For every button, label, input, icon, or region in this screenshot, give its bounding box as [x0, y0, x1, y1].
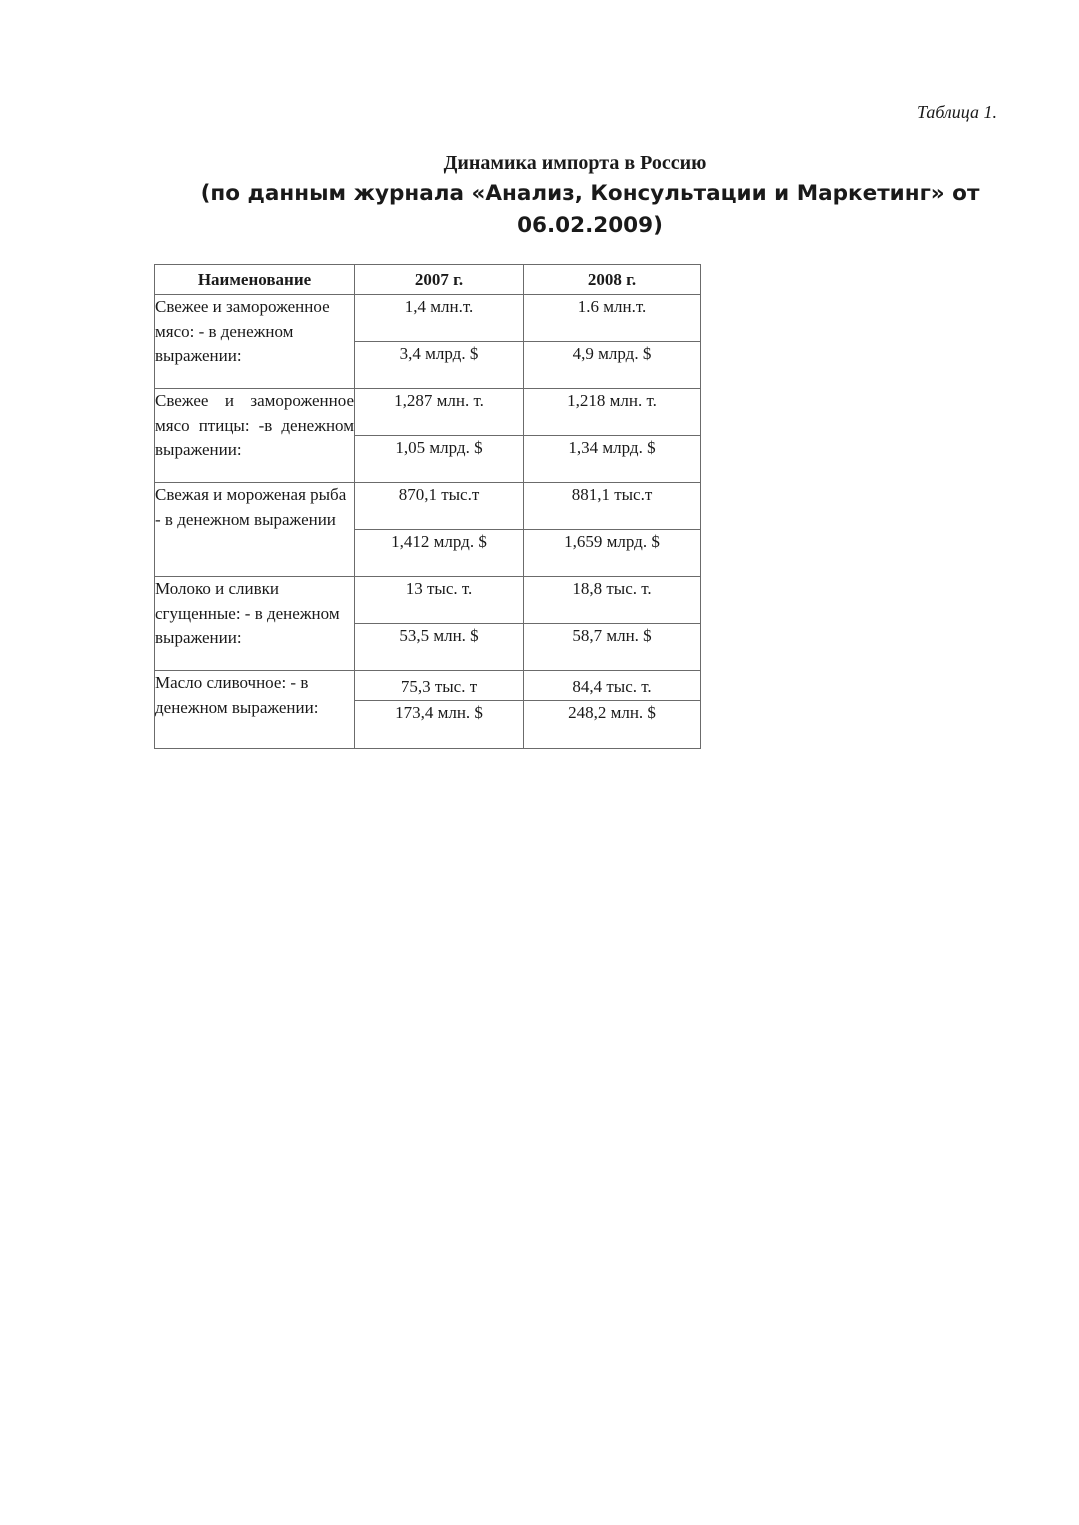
row-name-butter: Масло сливочное: - в денежном выражении:: [155, 671, 355, 749]
table-title: Динамика импорта в Россию: [443, 152, 707, 174]
value-cell: 881,1 тыс.т: [524, 483, 701, 530]
value-cell: 1,287 млн. т.: [355, 389, 524, 436]
row-name-poultry: Свежее и замороженное мясо птицы: -в денежном выражении:: [155, 389, 355, 483]
table-row: [155, 577, 701, 624]
table-row: [155, 483, 701, 530]
value-cell: 248,2 млн. $: [524, 701, 701, 749]
table-subtitle: [200, 178, 980, 242]
value-cell: 1,34 млрд. $: [524, 436, 701, 483]
table-row: [155, 671, 701, 701]
value-cell: 1.6 млн.т.: [524, 295, 701, 342]
value-cell: 870,1 тыс.т: [355, 483, 524, 530]
import-dynamics-table: [154, 264, 701, 749]
value-cell: 4,9 млрд. $: [524, 342, 701, 389]
row-name-meat: Свежее и замороженное мясо: - в денежном выражении:: [155, 295, 355, 389]
value-cell: 13 тыс. т.: [355, 577, 524, 624]
header-name: Наименование: [155, 265, 355, 295]
header-2008: 2008 г.: [524, 265, 701, 295]
value-cell: 1,4 млн.т.: [355, 295, 524, 342]
value-cell: 84,4 тыс. т.: [524, 671, 701, 701]
value-cell: 1,218 млн. т.: [524, 389, 701, 436]
value-cell: 3,4 млрд. $: [355, 342, 524, 389]
value-cell: 18,8 тыс. т.: [524, 577, 701, 624]
value-cell: 58,7 млн. $: [524, 624, 701, 671]
table-subtitle-line-1: (по данным журнала «Анализ, Консультации и Маркетинг» от: [200, 181, 980, 206]
table-header-row: [155, 265, 701, 295]
table-row: [155, 295, 701, 342]
row-name-fish: Свежая и мороженая рыба - в денежном выражении: [155, 483, 355, 577]
table-subtitle-line-2: 06.02.2009): [517, 213, 663, 238]
value-cell: 1,05 млрд. $: [355, 436, 524, 483]
value-cell: 53,5 млн. $: [355, 624, 524, 671]
value-cell: 75,3 тыс. т: [355, 671, 524, 701]
header-2007: 2007 г.: [355, 265, 524, 295]
table-row: [155, 389, 701, 436]
value-cell: 173,4 млн. $: [355, 701, 524, 749]
value-cell: 1,412 млрд. $: [355, 530, 524, 577]
value-cell: 1,659 млрд. $: [524, 530, 701, 577]
row-name-milk: Молоко и сливки сгущенные: - в денежном выражении:: [155, 577, 355, 671]
table-caption: Таблица 1.: [916, 102, 997, 122]
